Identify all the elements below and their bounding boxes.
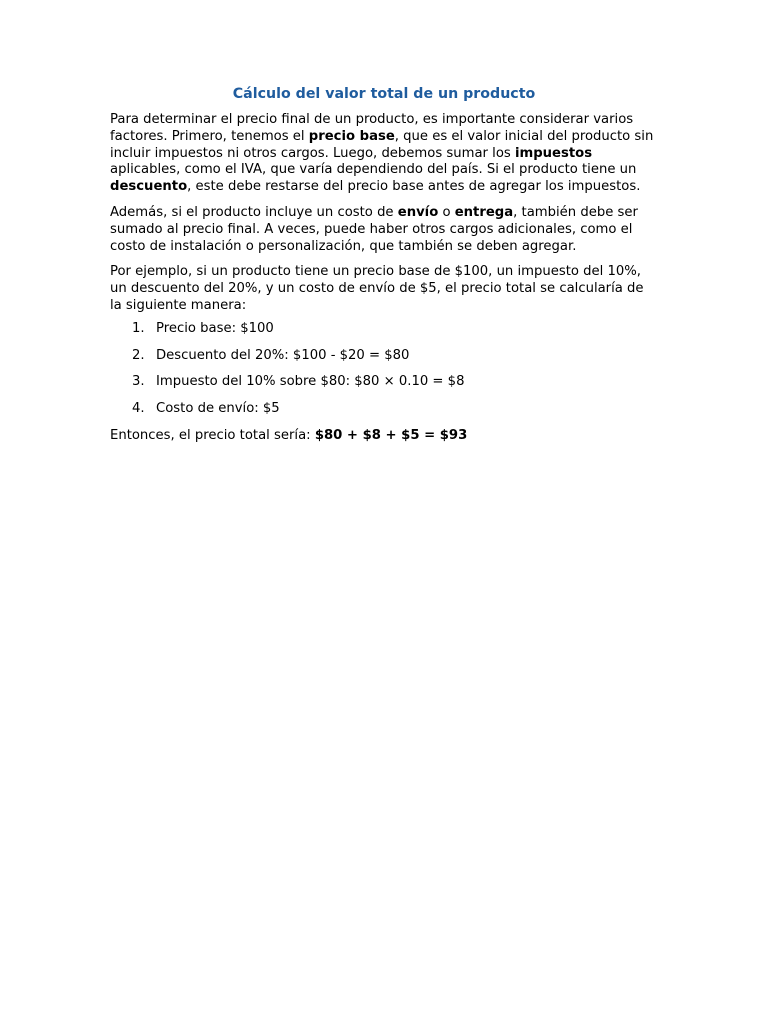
paragraph-text: Para determinar el precio final de un producto, es importante considerar varios factores. Primero, tenemos el bbox=[110, 112, 634, 144]
list-item-text: Costo de envío: $5 bbox=[156, 401, 280, 417]
paragraph-text: , también debe ser sumado al precio final. A veces, puede haber otros cargos adicionales, como el costo de instalación o personalización, que también se deben agregar. bbox=[110, 204, 638, 254]
term-envio: envío bbox=[397, 204, 439, 220]
term-impuestos: impuestos bbox=[514, 145, 593, 161]
calculation-steps-list bbox=[110, 321, 658, 428]
list-item-text: Precio base: $100 bbox=[156, 320, 274, 336]
list-item-number: 3. bbox=[132, 374, 145, 390]
list-item-number: 1. bbox=[132, 320, 145, 336]
total-formula: $80 + $8 + $5 = $93 bbox=[314, 427, 468, 443]
term-precio-base: precio base bbox=[308, 128, 395, 144]
paragraph-text: , que es el valor inicial del producto sin incluir impuestos ni otros cargos. Luego, debemos sumar los bbox=[110, 128, 654, 161]
list-item-number: 4. bbox=[132, 401, 145, 417]
paragraph-intro bbox=[110, 112, 658, 196]
list-item bbox=[110, 321, 658, 348]
paragraph-text: Además, si el producto incluye un costo de bbox=[110, 204, 398, 220]
document-body bbox=[110, 84, 658, 445]
paragraph-text: , este debe restarse del precio base antes de agregar los impuestos. bbox=[187, 179, 641, 195]
term-descuento: descuento bbox=[110, 179, 188, 195]
paragraph-example: Por ejemplo, si un producto tiene un precio base de $100, un impuesto del 10%, un descuento del 20%, y un costo de envío de $5, el precio total se calcularía de la siguiente manera: bbox=[110, 264, 644, 313]
list-item-number: 2. bbox=[132, 347, 145, 363]
list-item bbox=[110, 374, 658, 401]
document-title: Cálculo del valor total de un producto bbox=[232, 86, 536, 102]
list-item bbox=[110, 348, 658, 375]
conclusion-text: Entonces, el precio total sería: bbox=[110, 427, 315, 443]
paragraph-additional-costs bbox=[110, 205, 658, 255]
list-item-text: Impuesto del 10% sobre $80: $80 × 0.10 = $8 bbox=[156, 374, 465, 390]
paragraph-text: aplicables, como el IVA, que varía dependiendo del país. Si el producto tiene un bbox=[110, 162, 637, 178]
list-item-text: Descuento del 20%: $100 - $20 = $80 bbox=[156, 347, 410, 363]
term-entrega: entrega bbox=[454, 204, 514, 220]
list-item bbox=[110, 401, 658, 428]
conclusion bbox=[110, 428, 658, 445]
paragraph-text: o bbox=[438, 204, 455, 220]
